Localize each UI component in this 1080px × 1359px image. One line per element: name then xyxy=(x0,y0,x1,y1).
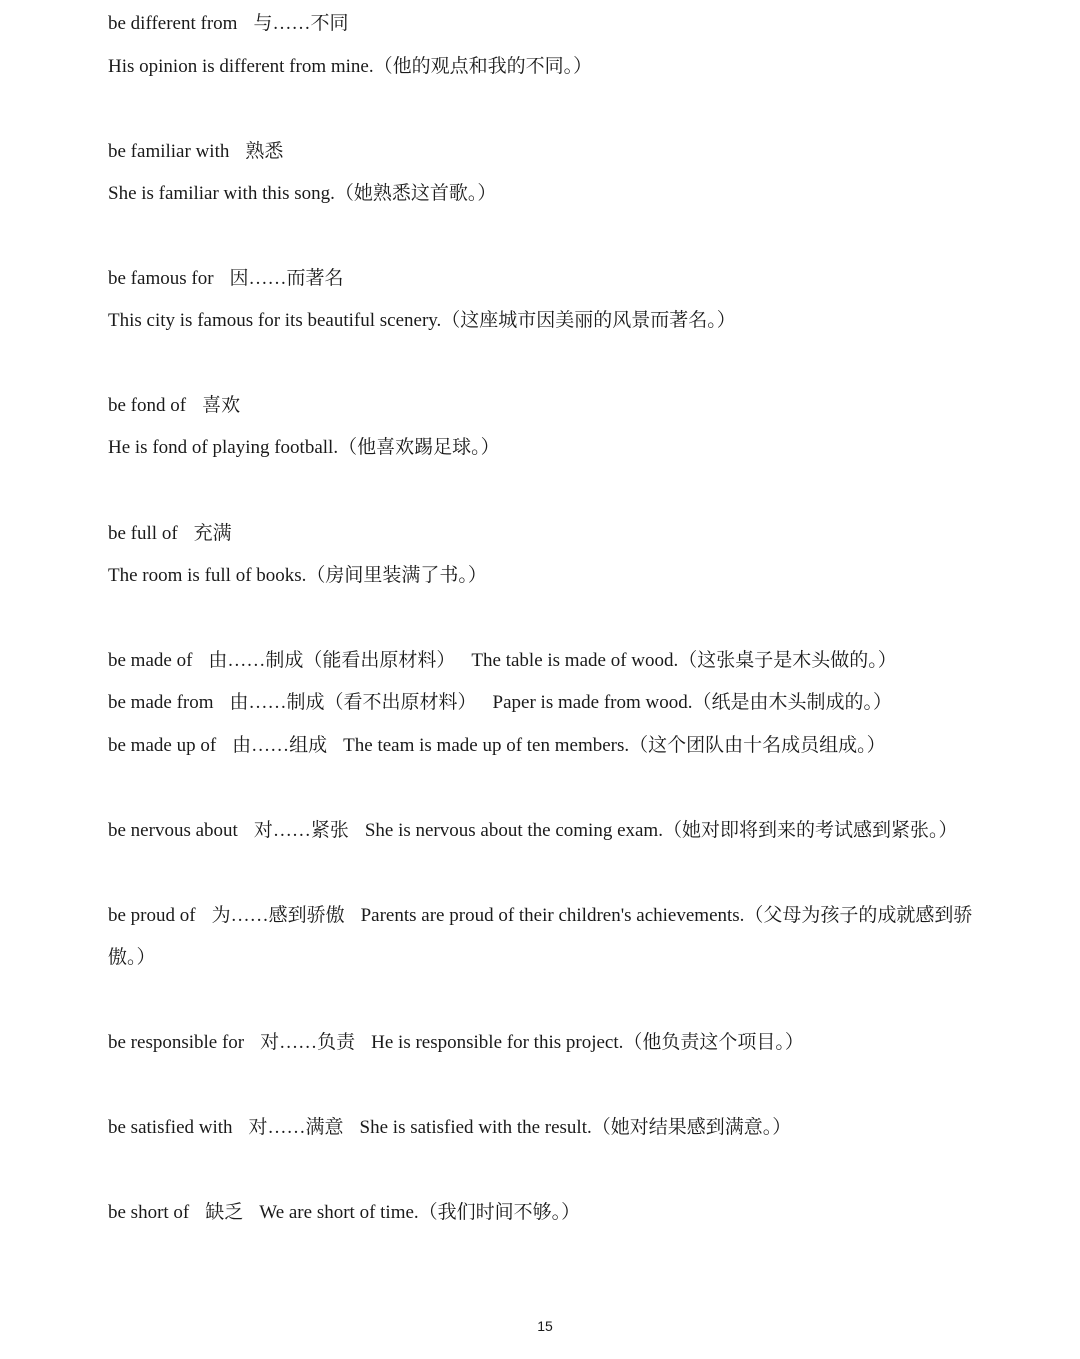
example-sentence: Paper is made from wood.（纸是由木头制成的。） xyxy=(492,692,893,713)
phrase-line xyxy=(108,1030,804,1056)
phrase-line xyxy=(108,393,240,419)
example-line xyxy=(108,563,487,589)
phrase: be full of xyxy=(108,523,178,544)
phrase-line xyxy=(108,1115,791,1141)
phrase: be made up of xyxy=(108,735,217,756)
phrase: be responsible for xyxy=(108,1032,245,1053)
meaning: 熟悉 xyxy=(245,141,284,162)
phrase-line xyxy=(108,11,348,37)
example-line xyxy=(108,54,592,80)
phrase: be familiar with xyxy=(108,141,230,162)
example-sentence: The table is made of wood.（这张桌子是木头做的。） xyxy=(471,650,897,671)
phrase-line xyxy=(108,139,283,165)
phrase: be different from xyxy=(108,13,238,34)
example-sentence: He is fond of playing football.（他喜欢踢足球。） xyxy=(108,437,500,458)
phrase: be proud of xyxy=(108,905,196,926)
meaning: 由……制成（能看出原材料） xyxy=(208,650,456,671)
phrase-line xyxy=(108,1200,580,1226)
example-sentence: She is satisfied with the result.（她对结果感到满意。） xyxy=(359,1117,792,1138)
page-number: 15 xyxy=(537,1318,553,1334)
phrase: be nervous about xyxy=(108,820,238,841)
phrase: be made from xyxy=(108,692,214,713)
meaning: 由……制成（看不出原材料） xyxy=(229,692,477,713)
example-line xyxy=(108,945,156,971)
example-sentence: His opinion is different from mine.（他的观点和我的不同。） xyxy=(108,56,593,77)
meaning: 缺乏 xyxy=(205,1202,244,1223)
phrase-line xyxy=(108,818,957,844)
example-sentence: She is familiar with this song.（她熟悉这首歌。） xyxy=(108,183,497,204)
meaning: 充满 xyxy=(193,523,232,544)
example-sentence: The room is full of books.（房间里装满了书。） xyxy=(108,565,487,586)
example-sentence-continued: 傲。） xyxy=(108,947,156,968)
phrase-line xyxy=(108,648,897,674)
phrase: be fond of xyxy=(108,395,187,416)
meaning: 为……感到骄傲 xyxy=(211,905,345,926)
meaning: 对……负责 xyxy=(260,1032,356,1053)
phrase-line xyxy=(108,266,344,292)
phrase-line xyxy=(108,733,886,759)
example-sentence: We are short of time.（我们时间不够。） xyxy=(259,1202,581,1223)
phrase: be satisfied with xyxy=(108,1117,233,1138)
example-line xyxy=(108,435,500,461)
example-sentence: The team is made up of ten members.（这个团队由十名成员组成。） xyxy=(343,735,886,756)
phrase-line xyxy=(108,521,232,547)
example-sentence: This city is famous for its beautiful scenery.（这座城市因美丽的风景而著名。） xyxy=(108,310,736,331)
phrase: be made of xyxy=(108,650,193,671)
phrase-line xyxy=(108,690,892,716)
example-sentence: He is responsible for this project.（他负责这个项目。） xyxy=(371,1032,804,1053)
meaning: 对……满意 xyxy=(248,1117,344,1138)
meaning: 由……组成 xyxy=(232,735,328,756)
phrase: be famous for xyxy=(108,268,214,289)
phrase: be short of xyxy=(108,1202,190,1223)
meaning: 对……紧张 xyxy=(253,820,349,841)
example-line xyxy=(108,181,496,207)
example-sentence: She is nervous about the coming exam.（她对即将到来的考试感到紧张。） xyxy=(364,820,958,841)
phrase-line xyxy=(108,903,972,929)
meaning: 因……而著名 xyxy=(229,268,344,289)
example-line xyxy=(108,308,736,334)
meaning: 喜欢 xyxy=(202,395,241,416)
example-sentence: Parents are proud of their children's achievements.（父母为孩子的成就感到骄 xyxy=(360,905,973,926)
meaning: 与……不同 xyxy=(253,13,349,34)
